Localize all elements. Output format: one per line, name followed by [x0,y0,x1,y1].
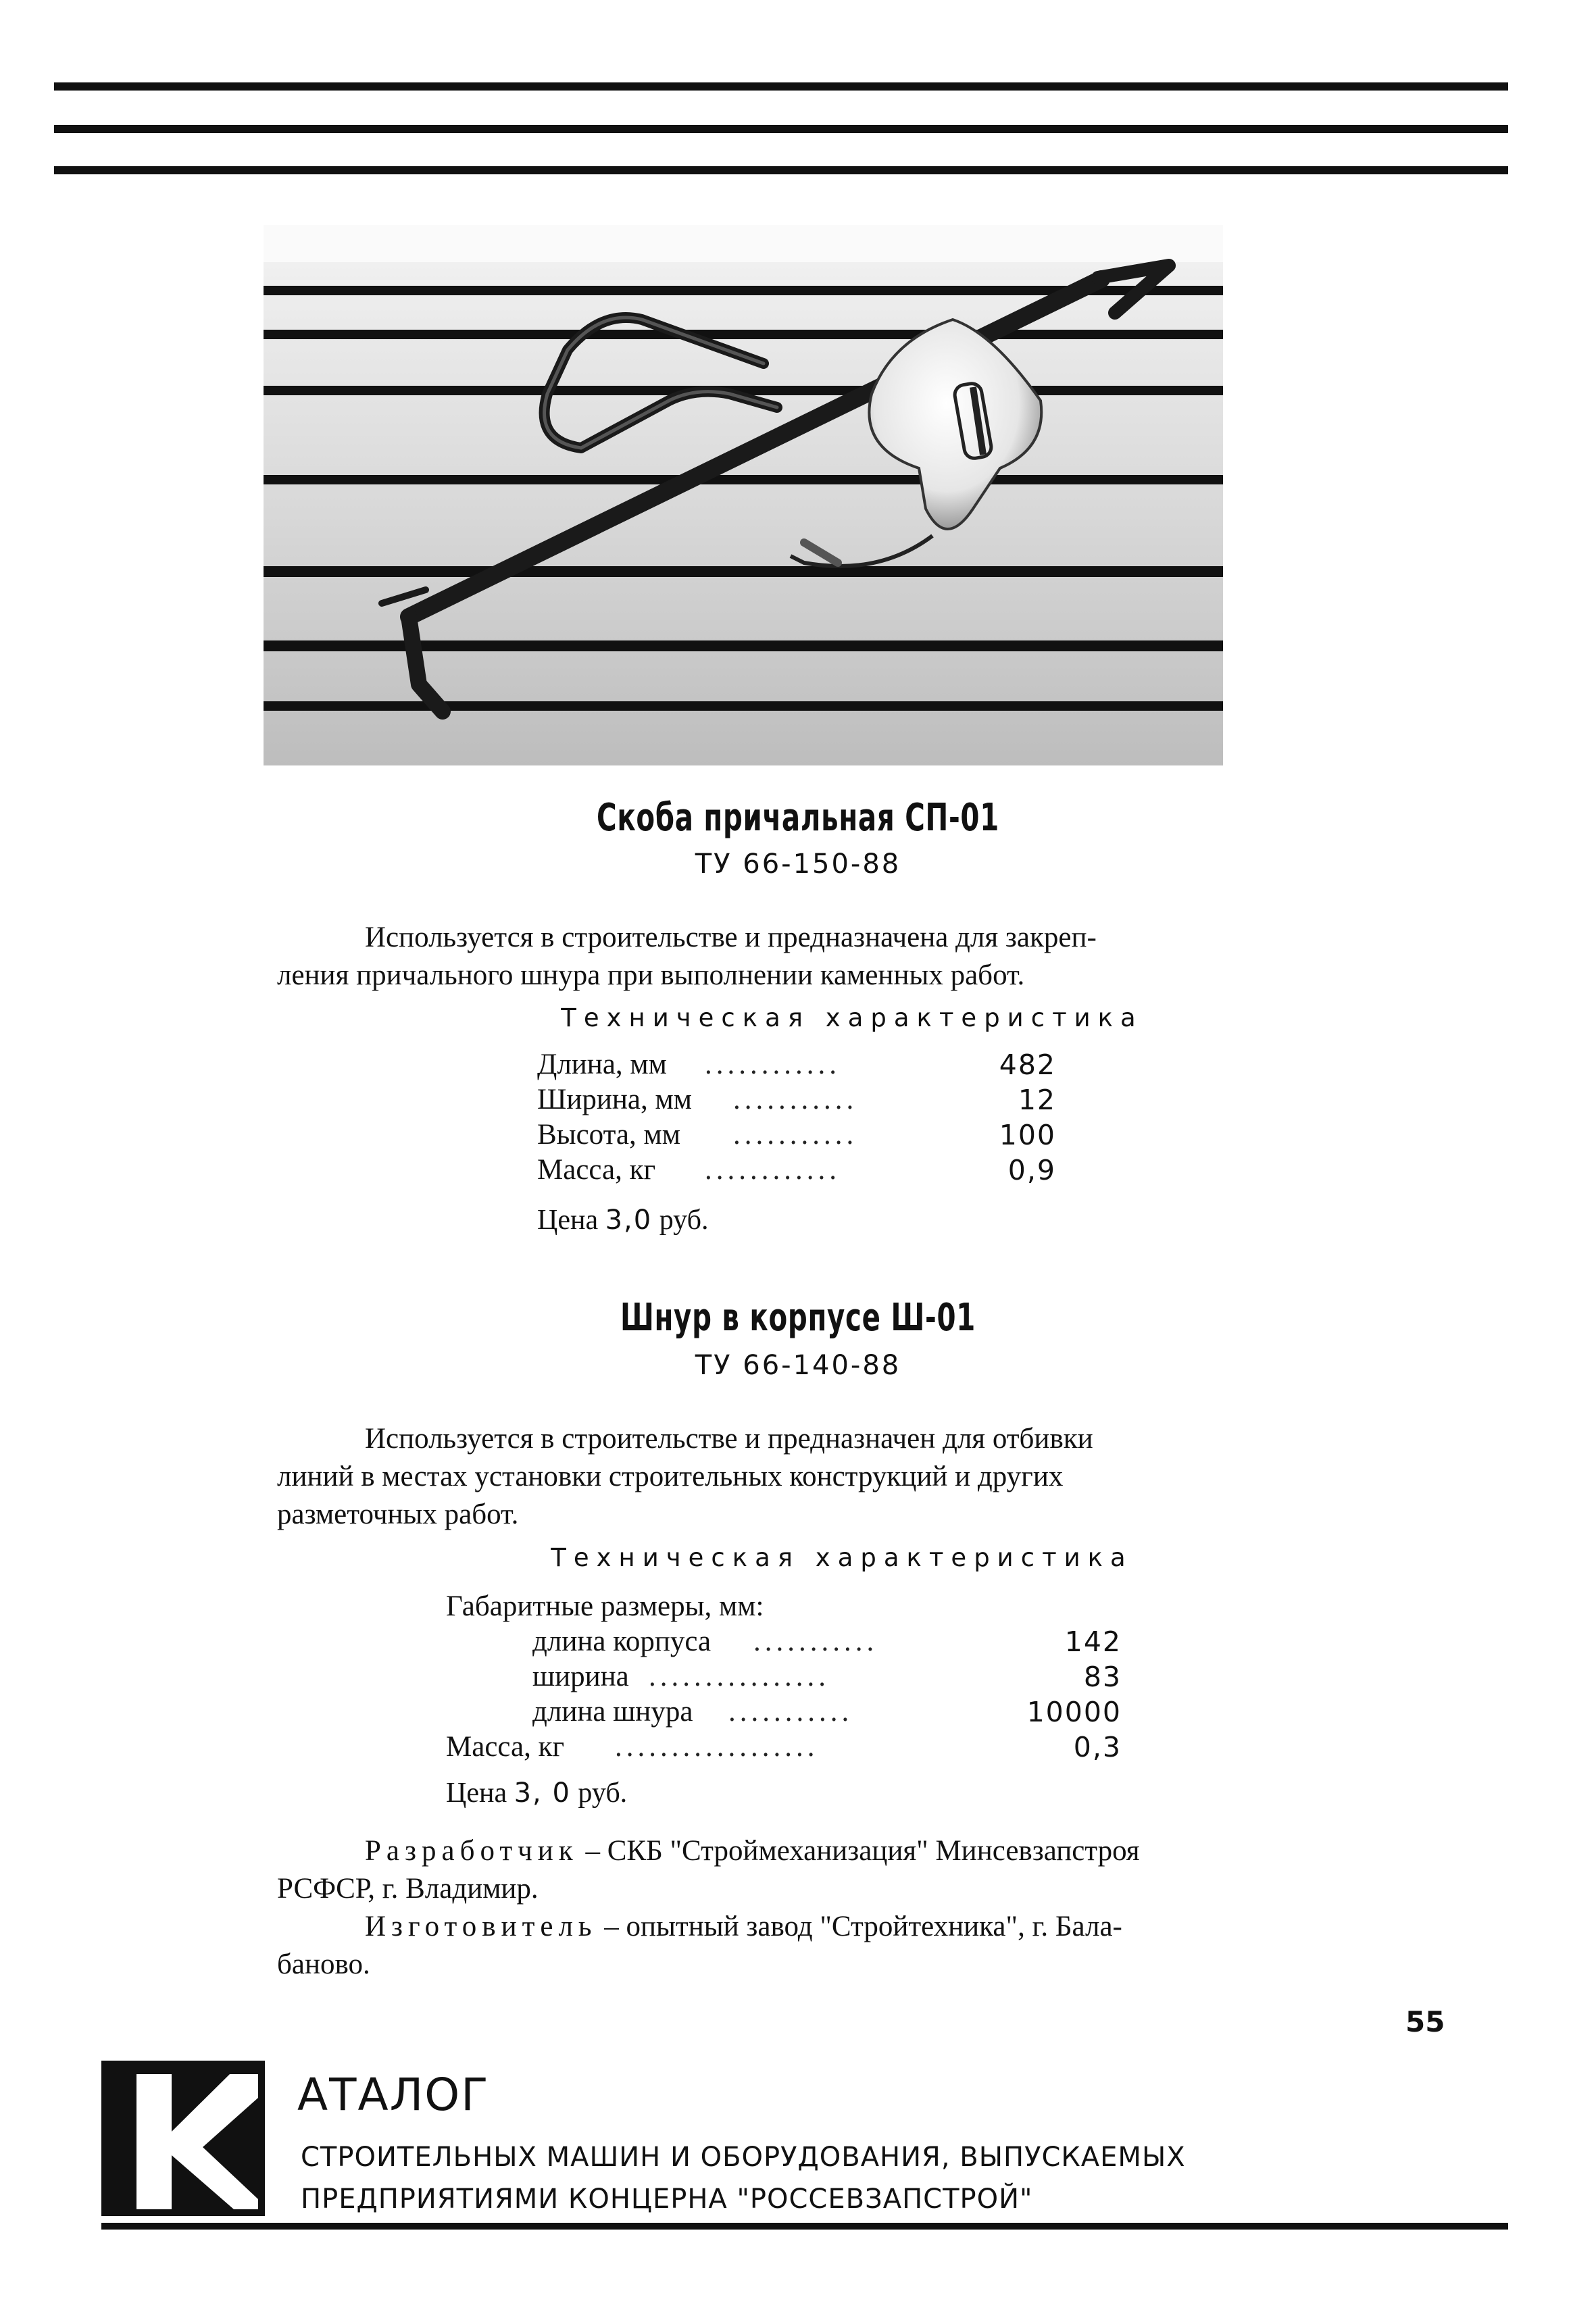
spec-subheading-row [446,1589,1122,1624]
product1-desc-line1: Используется в строительстве и предназначена для закреп- [365,922,1097,953]
product2-spec-heading: Техническая характеристика [551,1543,1133,1572]
price-value: 3, 0 [514,1778,571,1809]
product1-standard: ТУ 66-150-88 [695,849,901,880]
spec-label: Ширина, мм [537,1084,692,1115]
product2-desc-line2: линий в местах установки строительных конструкций и других [277,1461,1064,1492]
spec-value: 83 [1083,1661,1122,1693]
spec-label: длина шнура [532,1696,693,1728]
developer-line1 [277,1832,1277,1870]
product1-spec-table [537,1047,1064,1188]
product1-description [277,919,1277,995]
spec-row [446,1694,1122,1730]
spec-row [446,1730,1122,1765]
price-unit: руб. [659,1205,709,1236]
spec-value: 10000 [1026,1696,1122,1728]
product1-desc-line2: ления причального шнура при выполнении каменных работ. [277,959,1025,991]
leader-dots: .................. [615,1731,819,1763]
leader-dots: ........... [753,1626,878,1657]
product2-description [277,1420,1277,1534]
spec-value: 0,3 [1073,1731,1122,1763]
price-label: Цена [446,1778,507,1809]
catalog-k-logo [101,2061,265,2216]
leader-dots: ............ [705,1154,841,1186]
spec-label: ширина [532,1661,629,1692]
product2-price [446,1777,627,1809]
catalog-title: АТАЛОГ [297,2069,490,2121]
leader-dots: ............ [705,1049,841,1080]
spec-row [537,1153,1064,1188]
spec-row [446,1659,1122,1694]
product2-spec-table [446,1589,1122,1765]
price-value: 3,0 [605,1205,653,1236]
manufacturer-block [277,1908,1277,1984]
catalog-subtitle-line1: СТРОИТЕЛЬНЫХ МАШИН И ОБОРУДОВАНИЯ, ВЫПУСКАЕМЫХ [301,2142,1186,2173]
spec-value: 12 [1018,1084,1056,1116]
product2-title: Шнур в корпусе Ш-01 [620,1296,976,1340]
product2-desc-line3: разметочных работ. [277,1499,519,1530]
developer-block [277,1832,1277,1908]
dims-heading: Габаритные размеры, мм: [446,1590,764,1622]
developer-label: Разработчик [365,1835,578,1867]
manufacturer-text1: – опытный завод "Стройтехника", г. Бала- [597,1911,1122,1942]
product1-title-wrap [0,796,1596,840]
spec-value: 100 [999,1119,1056,1151]
spec-label: Масса, кг [537,1154,656,1186]
product1-title: Скоба причальная СП-01 [597,796,999,840]
product-photo [264,225,1223,765]
spec-label: длина корпуса [532,1626,712,1657]
header-rule-2 [54,125,1508,133]
manufacturer-label: Изготовитель [365,1911,597,1942]
spec-value: 142 [1064,1626,1122,1658]
developer-text1: – СКБ "Строймеханизация" Минсевзапстроя [578,1835,1140,1867]
header-rule-3 [54,166,1508,174]
spec-value: 482 [999,1049,1056,1081]
spec-row [537,1047,1064,1082]
manufacturer-line1 [277,1908,1277,1946]
spec-label: Высота, мм [537,1119,680,1151]
spec-label: Длина, мм [537,1049,667,1080]
leader-dots: ........... [733,1119,858,1151]
product2-desc-line1: Используется в строительстве и предназначен для отбивки [365,1423,1093,1455]
page-number: 55 [1405,2005,1445,2038]
product2-standard: ТУ 66-140-88 [695,1350,901,1381]
product2-title-wrap [0,1296,1596,1340]
catalog-subtitle-line2: ПРЕДПРИЯТИЯМИ КОНЦЕРНА "РОССЕВЗАПСТРОЙ" [301,2184,1033,2215]
product1-price [537,1204,708,1236]
spec-row [446,1624,1122,1659]
spec-label: Масса, кг [446,1731,565,1763]
price-label: Цена [537,1205,599,1236]
leader-dots: ........... [728,1696,853,1728]
header-rule-1 [54,82,1508,91]
footer-rule [101,2223,1508,2230]
manufacturer-line2: баново. [277,1948,370,1980]
spec-row [537,1082,1064,1117]
leader-dots: ........... [733,1084,858,1115]
leader-dots: ................ [649,1661,830,1692]
developer-line2: РСФСР, г. Владимир. [277,1873,539,1905]
spec-row [537,1117,1064,1153]
price-unit: руб. [578,1778,628,1809]
spec-value: 0,9 [1007,1154,1056,1186]
product1-spec-heading: Техническая характеристика [561,1003,1143,1032]
